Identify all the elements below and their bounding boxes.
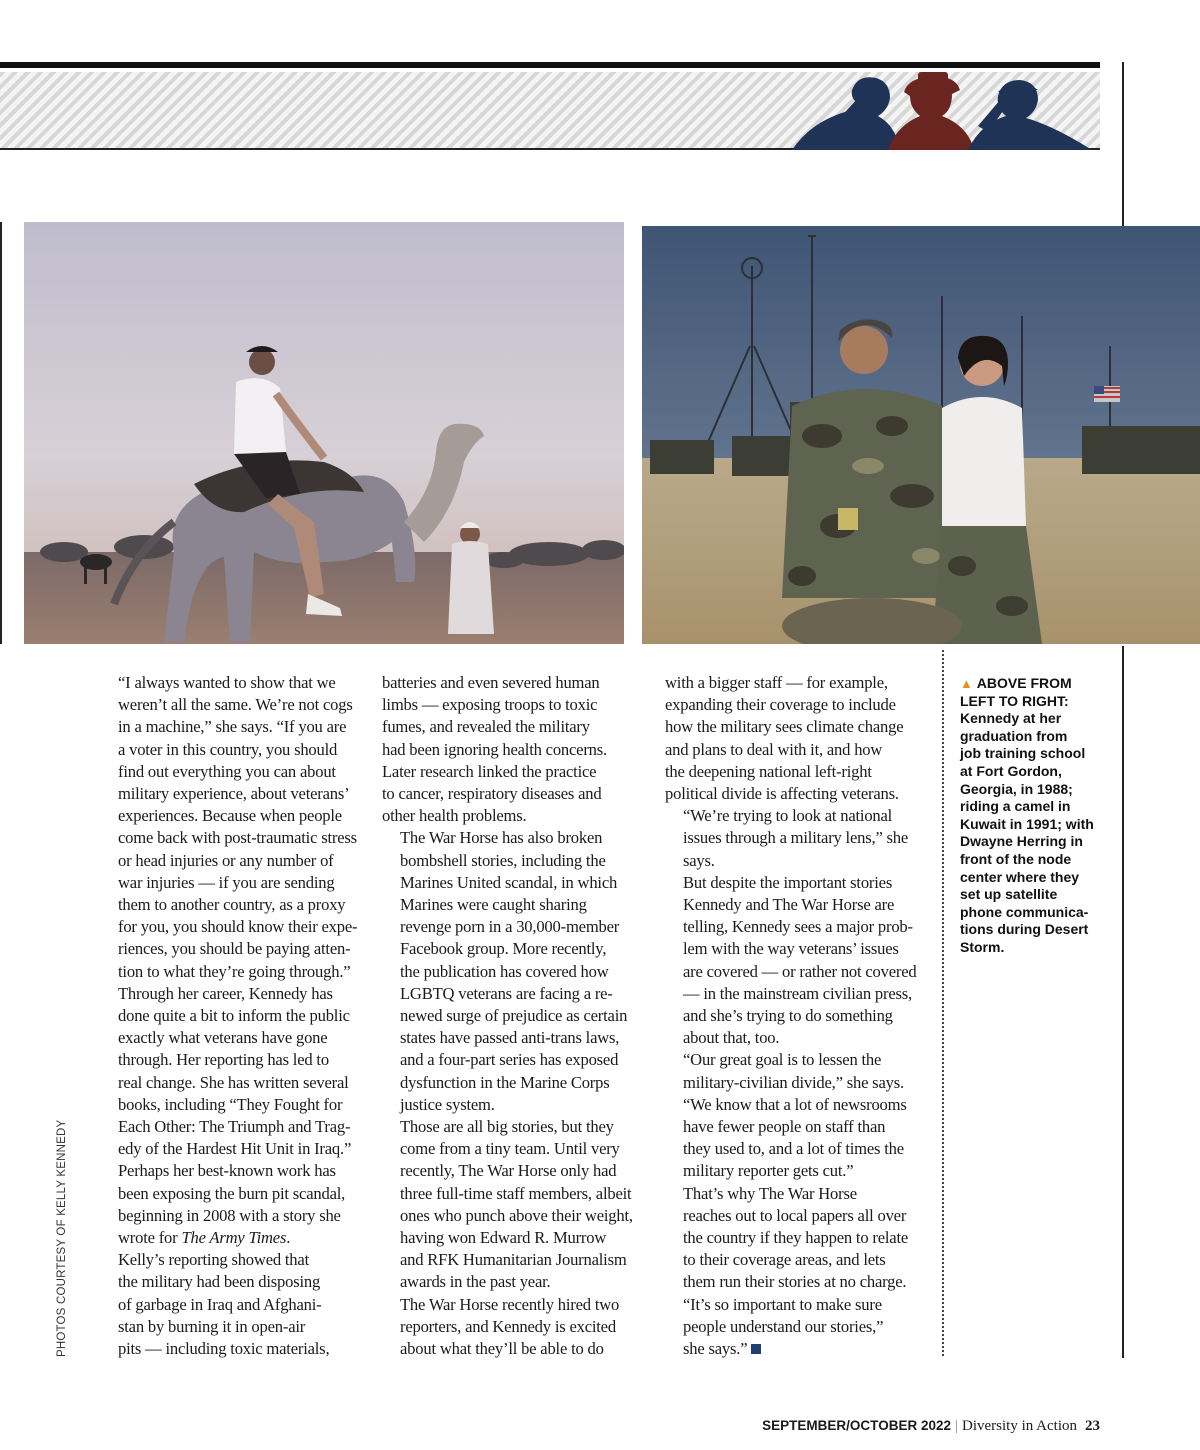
right-column-rule (1122, 62, 1124, 227)
publication-title: The Army Times (181, 1228, 287, 1248)
paragraph: batteries and even severed human limbs — exposing troops to toxic fumes, and revealed the military had been ignoring health concerns. Later research linked the practice to cancer, respiratory diseases and other health problems. (382, 673, 607, 826)
paragraph: Kelly’s reporting showed that the military had been disposing of garbage in Iraq and Afghani- stan by burning it in open-air pits — including toxic materials, (118, 1250, 330, 1359)
paragraph: Those are all big stories, but they come from a tiny team. Until very recently, The War Horse only had three full-time staff members, albeit ones who punch above their weight, having won Edward R. Murrow and RFK Humanitarian Journalism awards in the past year. (400, 1117, 633, 1292)
magazine-name: Diversity in Action (962, 1418, 1077, 1434)
paragraph: Through her career, Kennedy has done quite a bit to inform the public exactly what veterans have gone through. Her reporting has led to real change. She has written several books, including “They Fought for Each Other: The Triumph and Trag- edy of the Hardest Hit Unit in Iraq.” Perhaps her best-known work has been exposing the burn pit scandal, beginning in 2008 with a story she wrote for The Army Times. (118, 983, 352, 1248)
footer-separator: | (954, 1418, 958, 1434)
article-column-1 (100, 672, 368, 1360)
article-column-3 (665, 672, 933, 1360)
photo-node-center (642, 226, 1200, 644)
caption-lead: LEFT TO RIGHT: (960, 692, 1069, 709)
caption-lead: ABOVE FROM (976, 675, 1072, 691)
header-top-rule (0, 62, 1100, 68)
page-number: 23 (1085, 1418, 1100, 1434)
paragraph: with a bigger staff — for example, expanding their coverage to include how the military sees climate change and plans to deal with it, and how the deepening national left-right political divide is affecting veterans. (665, 673, 904, 804)
left-edge-rule (0, 222, 2, 644)
end-of-story-square-icon (751, 1344, 761, 1354)
photo-credit: PHOTOS COURTESY OF KELLY KENNEDY (56, 1119, 68, 1357)
page-footer (762, 1416, 1100, 1436)
photo-camel-kuwait (24, 222, 624, 644)
paragraph: But despite the important stories Kennedy and The War Horse are telling, Kennedy sees a major prob- lem with the way veterans’ issues are covered — or rather not covered — in the mainstream civilian press, and she’s trying to do something about that, too. (683, 872, 917, 1048)
paragraph: The War Horse recently hired two reporters, and Kennedy is excited about what they’ll be able to do (400, 1294, 620, 1359)
article-column-2 (382, 672, 650, 1360)
saluting-soldiers-silhouette-icon (792, 70, 1100, 150)
photo-caption: ▲ ABOVE FROM LEFT TO RIGHT: Kennedy at her graduation from job training school at Fort Gordon, Georgia, in 1988; riding a camel in Kuwait in 1991; with Dwayne Herring in front of the node center where they set up satellite phone communica- tions during Desert Storm. (960, 675, 1110, 957)
issue-date: SEPTEMBER/OCTOBER 2022 (762, 1418, 951, 1433)
caption-dotted-rule (942, 650, 944, 1356)
paragraph: The War Horse has also broken bombshell stories, including the Marines United scandal, in which Marines were caught sharing revenge porn in a 30,000-member Facebook group. More recently, the publication has covered how LGBTQ veterans are facing a re- newed surge of prejudice as certain states have passed anti-trans laws, and a four-part series has exposed dysfunction in the Marine Corps justice system. (400, 828, 628, 1114)
paragraph: “We’re trying to look at national issues through a military lens,” she says. (683, 806, 909, 870)
paragraph: “I always wanted to show that we weren’t all the same. We’re not cogs in a machine,” she says. “If you are a voter in this country, you should find out everything you can about military experience, about veterans’ experiences. Because when people come back with post-traumatic stress or head injuries or any number of war injuries — if you are sending them to another country, as a proxy for you, you should know their expe- riences, you should be paying atten- tion to what they’re going through.” (118, 673, 358, 981)
right-column-rule-lower (1122, 646, 1124, 1358)
triangle-up-icon: ▲ (960, 676, 973, 691)
paragraph: That’s why The War Horse reaches out to local papers all over the country if they happen to relate to their coverage areas, and lets them run their stories at no charge. “It’s so important to make sure people understand our stories,” she says.” (683, 1183, 909, 1359)
paragraph: “Our great goal is to lessen the military-civilian divide,” she says. “We know that a lot of newsrooms have fewer people on staff than they used to, and a lot of times the military reporter gets cut.” (683, 1050, 907, 1181)
